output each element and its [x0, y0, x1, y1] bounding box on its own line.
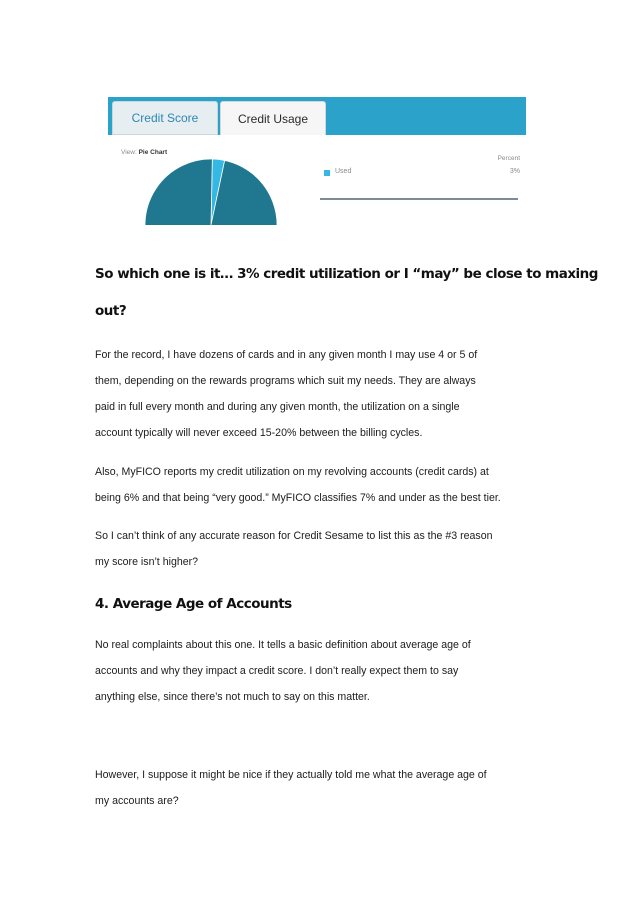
text-line: being 6% and that being “very good.” MyFICO classifies 7% and under as the best tier.	[95, 492, 501, 504]
paragraph-2	[95, 459, 555, 511]
section-heading-4: 4. Average Age of Accounts	[95, 596, 292, 612]
pie-slice-remaining	[145, 159, 277, 225]
text-line: account typically will never exceed 15-20% between the billing cycles.	[95, 427, 423, 439]
view-value: Pie Chart	[138, 149, 168, 156]
text-line: my accounts are?	[95, 795, 179, 807]
text-line: No real complaints about this one. It tells a basic definition about average age of	[95, 639, 471, 651]
tab-credit-usage[interactable]: Credit Usage	[220, 101, 326, 135]
text-line: So I can’t think of any accurate reason for Credit Sesame to list this as the #3 reason	[95, 530, 493, 542]
legend-header: Percent	[497, 155, 520, 162]
text-line: Also, MyFICO reports my credit utilization on my revolving accounts (credit cards) at	[95, 466, 489, 478]
embedded-screenshot	[108, 97, 526, 237]
text-line: paid in full every month and during any given month, the utilization on a single	[95, 401, 460, 413]
legend-swatch-used	[324, 170, 330, 176]
legend-divider	[320, 198, 518, 200]
paragraph-5	[95, 762, 555, 814]
text-line: However, I suppose it might be nice if they actually told me what the average age of	[95, 769, 487, 781]
paragraph-1	[95, 342, 555, 446]
tab-credit-score[interactable]: Credit Score	[112, 101, 218, 135]
legend-value-used: 3%	[509, 168, 520, 175]
legend-label-used: Used	[335, 168, 352, 175]
tab-bar	[108, 97, 526, 135]
question-heading-line-2: out?	[95, 303, 127, 319]
text-line: my score isn’t higher?	[95, 556, 199, 568]
question-heading-line-1: So which one is it… 3% credit utilization or I “may” be close to maxing	[95, 266, 598, 282]
text-line: them, depending on the rewards programs which suit my needs. They are always	[95, 375, 476, 387]
chart-legend	[320, 155, 520, 207]
paragraph-4	[95, 632, 555, 710]
pie-chart	[144, 153, 278, 225]
paragraph-3	[95, 523, 555, 575]
text-line: anything else, since there’s not much to say on this matter.	[95, 691, 370, 703]
view-label: View:	[121, 149, 137, 156]
text-line: For the record, I have dozens of cards and in any given month I may use 4 or 5 of	[95, 349, 478, 361]
text-line: accounts and why they impact a credit score. I don’t really expect them to say	[95, 665, 459, 677]
